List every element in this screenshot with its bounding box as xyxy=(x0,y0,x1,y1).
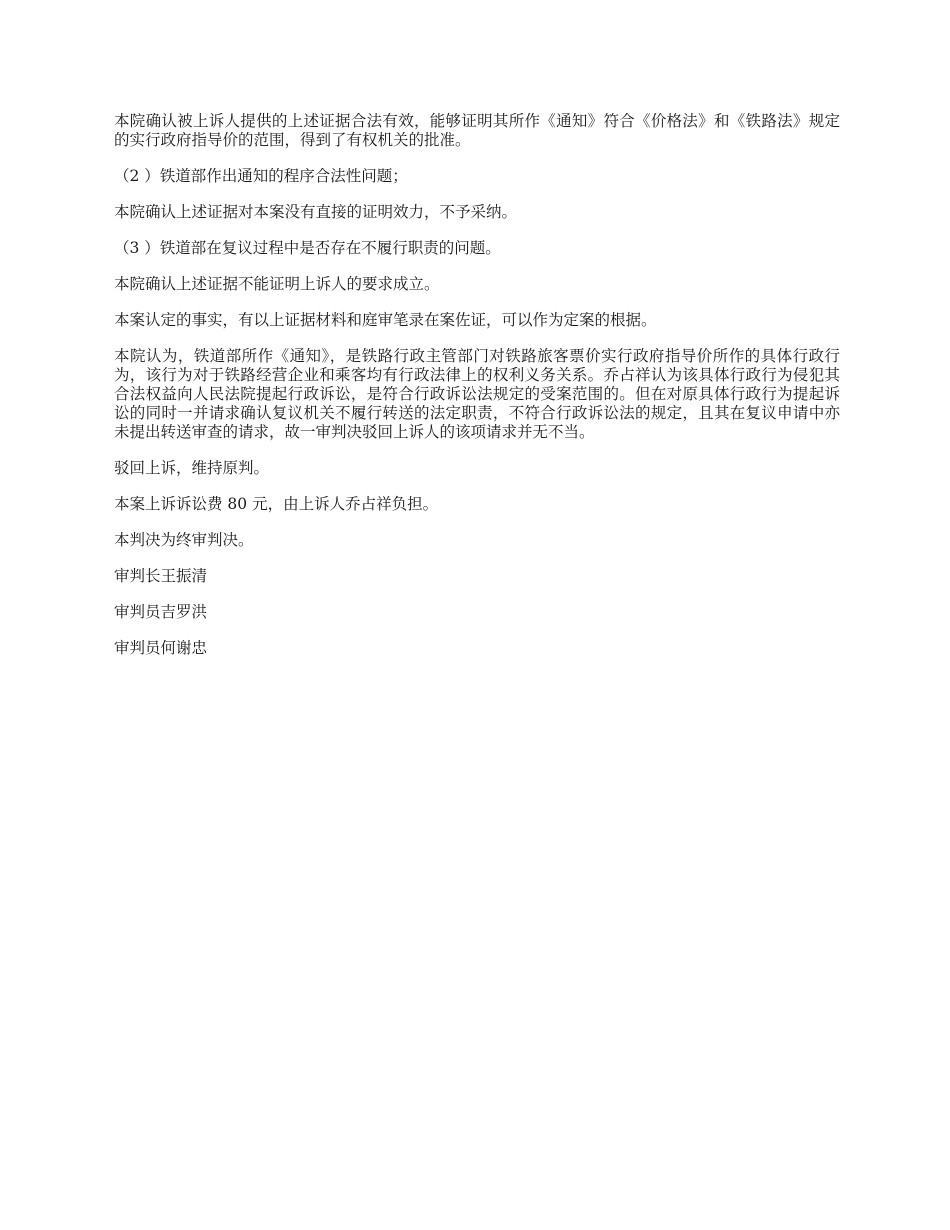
paragraph-issue-2-heading: （2 ）铁道部作出通知的程序合法性问题； xyxy=(114,167,408,185)
paragraph-court-opinion: 本院认为，铁道部所作《通知》，是铁路行政主管部门对铁路旅客票价实行政府指导价所作的具体行政行为，该行为对于铁路经营企业和乘客均有行政法律上的权利义务关系。乔占祥认为该具体行政行为侵犯其合法权益向人民法院提起行政诉讼，是符合行政诉讼法规定的受案范围的。但在对原具体行政行为提起诉讼的同时一并请求确认复议机关不履行转送的法定职责，不符合行政诉讼法的规定，且其在复议申请中亦未提出转送审查的请求，故一审判决驳回上诉人的该项请求并无不当。 xyxy=(114,347,840,441)
paragraph-evidence-confirmation: 本院确认被上诉人提供的上述证据合法有效，能够证明其所作《通知》符合《价格法》和《铁路法》规定的实行政府指导价的范围，得到了有权机关的批准。 xyxy=(114,112,840,149)
signature-judge-2: 审判员何谢忠 xyxy=(114,639,208,657)
paragraph-issue-3-heading: （3 ）铁道部在复议过程中是否存在不履行职责的问题。 xyxy=(114,239,501,257)
paragraph-judgment: 驳回上诉，维持原判。 xyxy=(114,459,270,477)
paragraph-issue-3-ruling: 本院确认上述证据不能证明上诉人的要求成立。 xyxy=(114,275,440,293)
signature-presiding-judge: 审判长王振清 xyxy=(114,567,208,585)
signature-judge-1: 审判员吉罗洪 xyxy=(114,603,208,621)
paragraph-facts-basis: 本案认定的事实，有以上证据材料和庭审笔录在案佐证，可以作为定案的根据。 xyxy=(114,311,657,329)
paragraph-issue-2-ruling: 本院确认上述证据对本案没有直接的证明效力，不予采纳。 xyxy=(114,203,518,221)
paragraph-litigation-fee: 本案上诉诉讼费 80 元，由上诉人乔占祥负担。 xyxy=(114,495,439,513)
document-body xyxy=(114,112,840,675)
paragraph-final-judgment: 本判决为终审判决。 xyxy=(114,531,254,549)
